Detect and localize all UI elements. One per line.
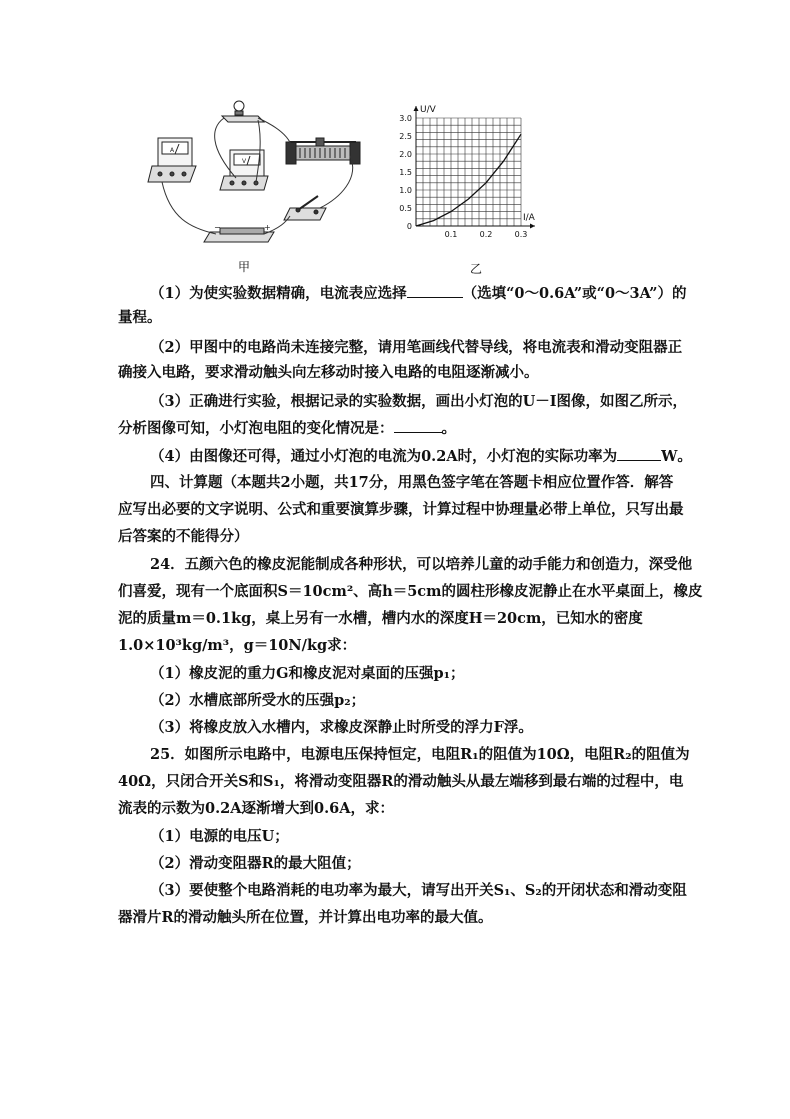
- q23-part4-line1: （4）由图像还可得，通过小灯泡的电流为0.2A时，小灯泡的实际功率为 W。: [150, 448, 692, 465]
- figure-jia-label: 甲: [238, 260, 251, 274]
- y-tick-label: 1.0: [399, 186, 412, 195]
- q23-part3-line1: （3）正确进行实验，根据记录的实验数据，画出小灯泡的U－I图像，如图乙所示，: [150, 393, 688, 410]
- q23-part1-line1: （1）为使实验数据精确，电流表应选择 （选填“0～0.6A”或“0～3A”）的: [150, 285, 687, 302]
- x-axis-label: I/A: [523, 213, 535, 223]
- q24-sub1: （1）橡皮泥的重力G和橡皮泥对桌面的压强p₁；: [150, 665, 465, 682]
- y-tick-label: 0: [406, 222, 412, 231]
- q25-sub3-line1: （3）要使整个电路消耗的电功率为最大，请写出开关S₁、S₂的开闭状态和滑动变阻: [150, 882, 687, 899]
- q24-line4: 1.0×10³kg/m³，g＝10N/kg求：: [118, 637, 357, 654]
- svg-text:A: A: [170, 147, 175, 154]
- y-tick-label: 1.5: [399, 168, 412, 177]
- section4-line3: 后答案的不能得分）: [118, 528, 249, 545]
- q24-line1: 24．五颜六色的橡皮泥能制成各种形状，可以培养儿童的动手能力和创造力，深受他: [150, 556, 693, 573]
- q25-sub3-line2: 器滑片R的滑动触头所在位置，并计算出电功率的最大值。: [118, 909, 493, 926]
- ui-curve: [416, 134, 521, 226]
- section4-line1: 四、计算题（本题共2小题，共17分，用黑色签字笔在答题卡相应位置作答．解答: [150, 474, 674, 491]
- svg-text:+: +: [264, 223, 271, 232]
- x-axis-arrow: [530, 224, 535, 229]
- figure-yi-label: 乙: [470, 262, 483, 276]
- x-tick-label: 0.2: [479, 230, 493, 239]
- q25-sub1: （1）电源的电压U；: [150, 828, 289, 845]
- q23-part2-line1: （2）甲图中的电路尚未连接完整，请用笔画线代替导线，将电流表和滑动变阻器正: [150, 339, 683, 356]
- section4-line2: 应写出必要的文字说明、公式和重要演算步骤，计算过程中协理量必带上单位，只写出最: [118, 501, 684, 518]
- q25-line1: 25．如图所示电路中，电源电压保持恒定，电阻R₁的阻值为10Ω，电阻R₂的阻值为: [150, 746, 690, 763]
- svg-text:V: V: [242, 158, 247, 165]
- q24-line3: 泥的质量m＝0.1kg，桌上另有一水槽，槽内水的深度H＝20cm，已知水的密度: [118, 610, 643, 627]
- q25-sub2: （2）滑动变阻器R的最大阻值；: [150, 855, 361, 872]
- battery-icon: [204, 223, 274, 242]
- rheostat-icon: [286, 138, 360, 164]
- svg-text:−: −: [214, 223, 221, 232]
- y-tick-label: 2.0: [399, 150, 412, 159]
- figures-row: [140, 98, 540, 278]
- y-tick-label: 2.5: [399, 132, 412, 141]
- q24-line2: 们喜爱，现有一个底面积S＝10cm²、高h＝5cm的圆柱形橡皮泥静止在水平桌面上，橡皮: [118, 583, 703, 600]
- y-tick-label: 3.0: [399, 114, 412, 123]
- voltmeter-icon: [220, 150, 268, 190]
- y-axis-label: U/V: [420, 105, 436, 115]
- q23-part1-line2: 量程。: [118, 309, 162, 326]
- answer-blank-resistance[interactable]: [394, 418, 442, 433]
- q25-line3: 流表的示数为0.2A逐渐增大到0.6A，求：: [118, 800, 394, 817]
- q25-line2: 40Ω，只闭合开关S和S₁，将滑动变阻器R的滑动触头从最左端移到最右端的过程中，电: [118, 773, 684, 790]
- x-tick-label: 0.1: [444, 230, 458, 239]
- circuit-apparatus-figure: [140, 98, 390, 258]
- answer-blank-range[interactable]: [407, 283, 463, 298]
- y-axis-arrow: [414, 106, 419, 111]
- q23-part3-line2: 分析图像可知，小灯泡电阻的变化情况是： 。: [118, 420, 456, 437]
- bulb-icon: [222, 101, 264, 122]
- x-tick-label: 0.3: [514, 230, 528, 239]
- answer-blank-power[interactable]: [617, 446, 661, 461]
- y-tick-label: 0.5: [399, 204, 412, 213]
- q24-sub3: （3）将橡皮放入水槽内，求橡皮深静止时所受的浮力F浮。: [150, 719, 533, 736]
- ui-graph: [390, 98, 540, 258]
- q24-sub2: （2）水槽底部所受水的压强p₂；: [150, 692, 366, 709]
- ammeter-icon: [148, 138, 196, 182]
- q23-part2-line2: 确接入电路，要求滑动触头向左移动时接入电路的电阻逐渐减小。: [118, 364, 539, 381]
